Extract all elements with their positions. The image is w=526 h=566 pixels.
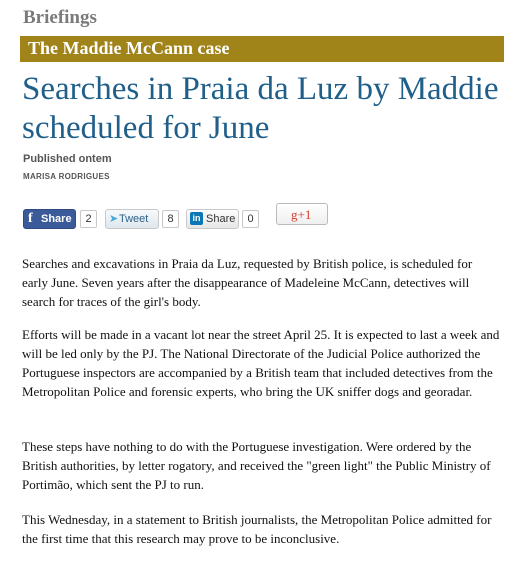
linkedin-share-count: 0 (242, 210, 259, 228)
article-headline: Searches in Praia da Luz by Maddie scheduled for June (22, 71, 499, 146)
twitter-tweet-button[interactable] (105, 209, 159, 229)
facebook-share-count: 2 (80, 210, 97, 228)
topic-banner[interactable] (20, 36, 504, 62)
facebook-share-button[interactable] (23, 209, 76, 229)
facebook-share-label: Share (41, 213, 72, 225)
google-plus-label: g+1 (291, 207, 312, 222)
facebook-icon: f (28, 211, 33, 226)
linkedin-share-button[interactable] (186, 209, 239, 229)
section-label[interactable]: Briefings (23, 7, 97, 28)
paragraph: These steps have nothing to do with the Portuguese investigation. Were ordered by the British authorities, by letter rogatory, and received the "green light" the Public Ministry of Portimão, which sent the PJ to run. (22, 439, 491, 492)
google-plus-button[interactable] (276, 203, 328, 225)
author-name: MARISA RODRIGUES (23, 172, 110, 181)
paragraph: Efforts will be made in a vacant lot near the street April 25. It is expected to last a week and will be led only by the PJ. The National Directorate of the Judicial Police authorized the Portuguese inspectors are accompanied by a British team that included detectives from the Metropolitan Police and forensic experts, who bring the UK sniffer dogs and georadar. (22, 327, 500, 399)
linkedin-share-label: Share (206, 213, 236, 225)
twitter-tweet-count: 8 (162, 210, 179, 228)
topic-title: The Maddie McCann case (28, 38, 230, 58)
twitter-bird-icon: ➤ (109, 213, 119, 225)
published-date: Published ontem (23, 153, 112, 165)
twitter-tweet-label: Tweet (119, 213, 149, 225)
paragraph: This Wednesday, in a statement to British journalists, the Metropolitan Police admitted for the first time that this research may prove to be inconclusive. (22, 512, 492, 546)
paragraph: Searches and excavations in Praia da Luz, requested by British police, is scheduled for early June. Seven years after the disappearance of Madeleine McCann, detectives will search for traces of the girl's body. (22, 256, 473, 309)
linkedin-icon: in (190, 212, 203, 225)
